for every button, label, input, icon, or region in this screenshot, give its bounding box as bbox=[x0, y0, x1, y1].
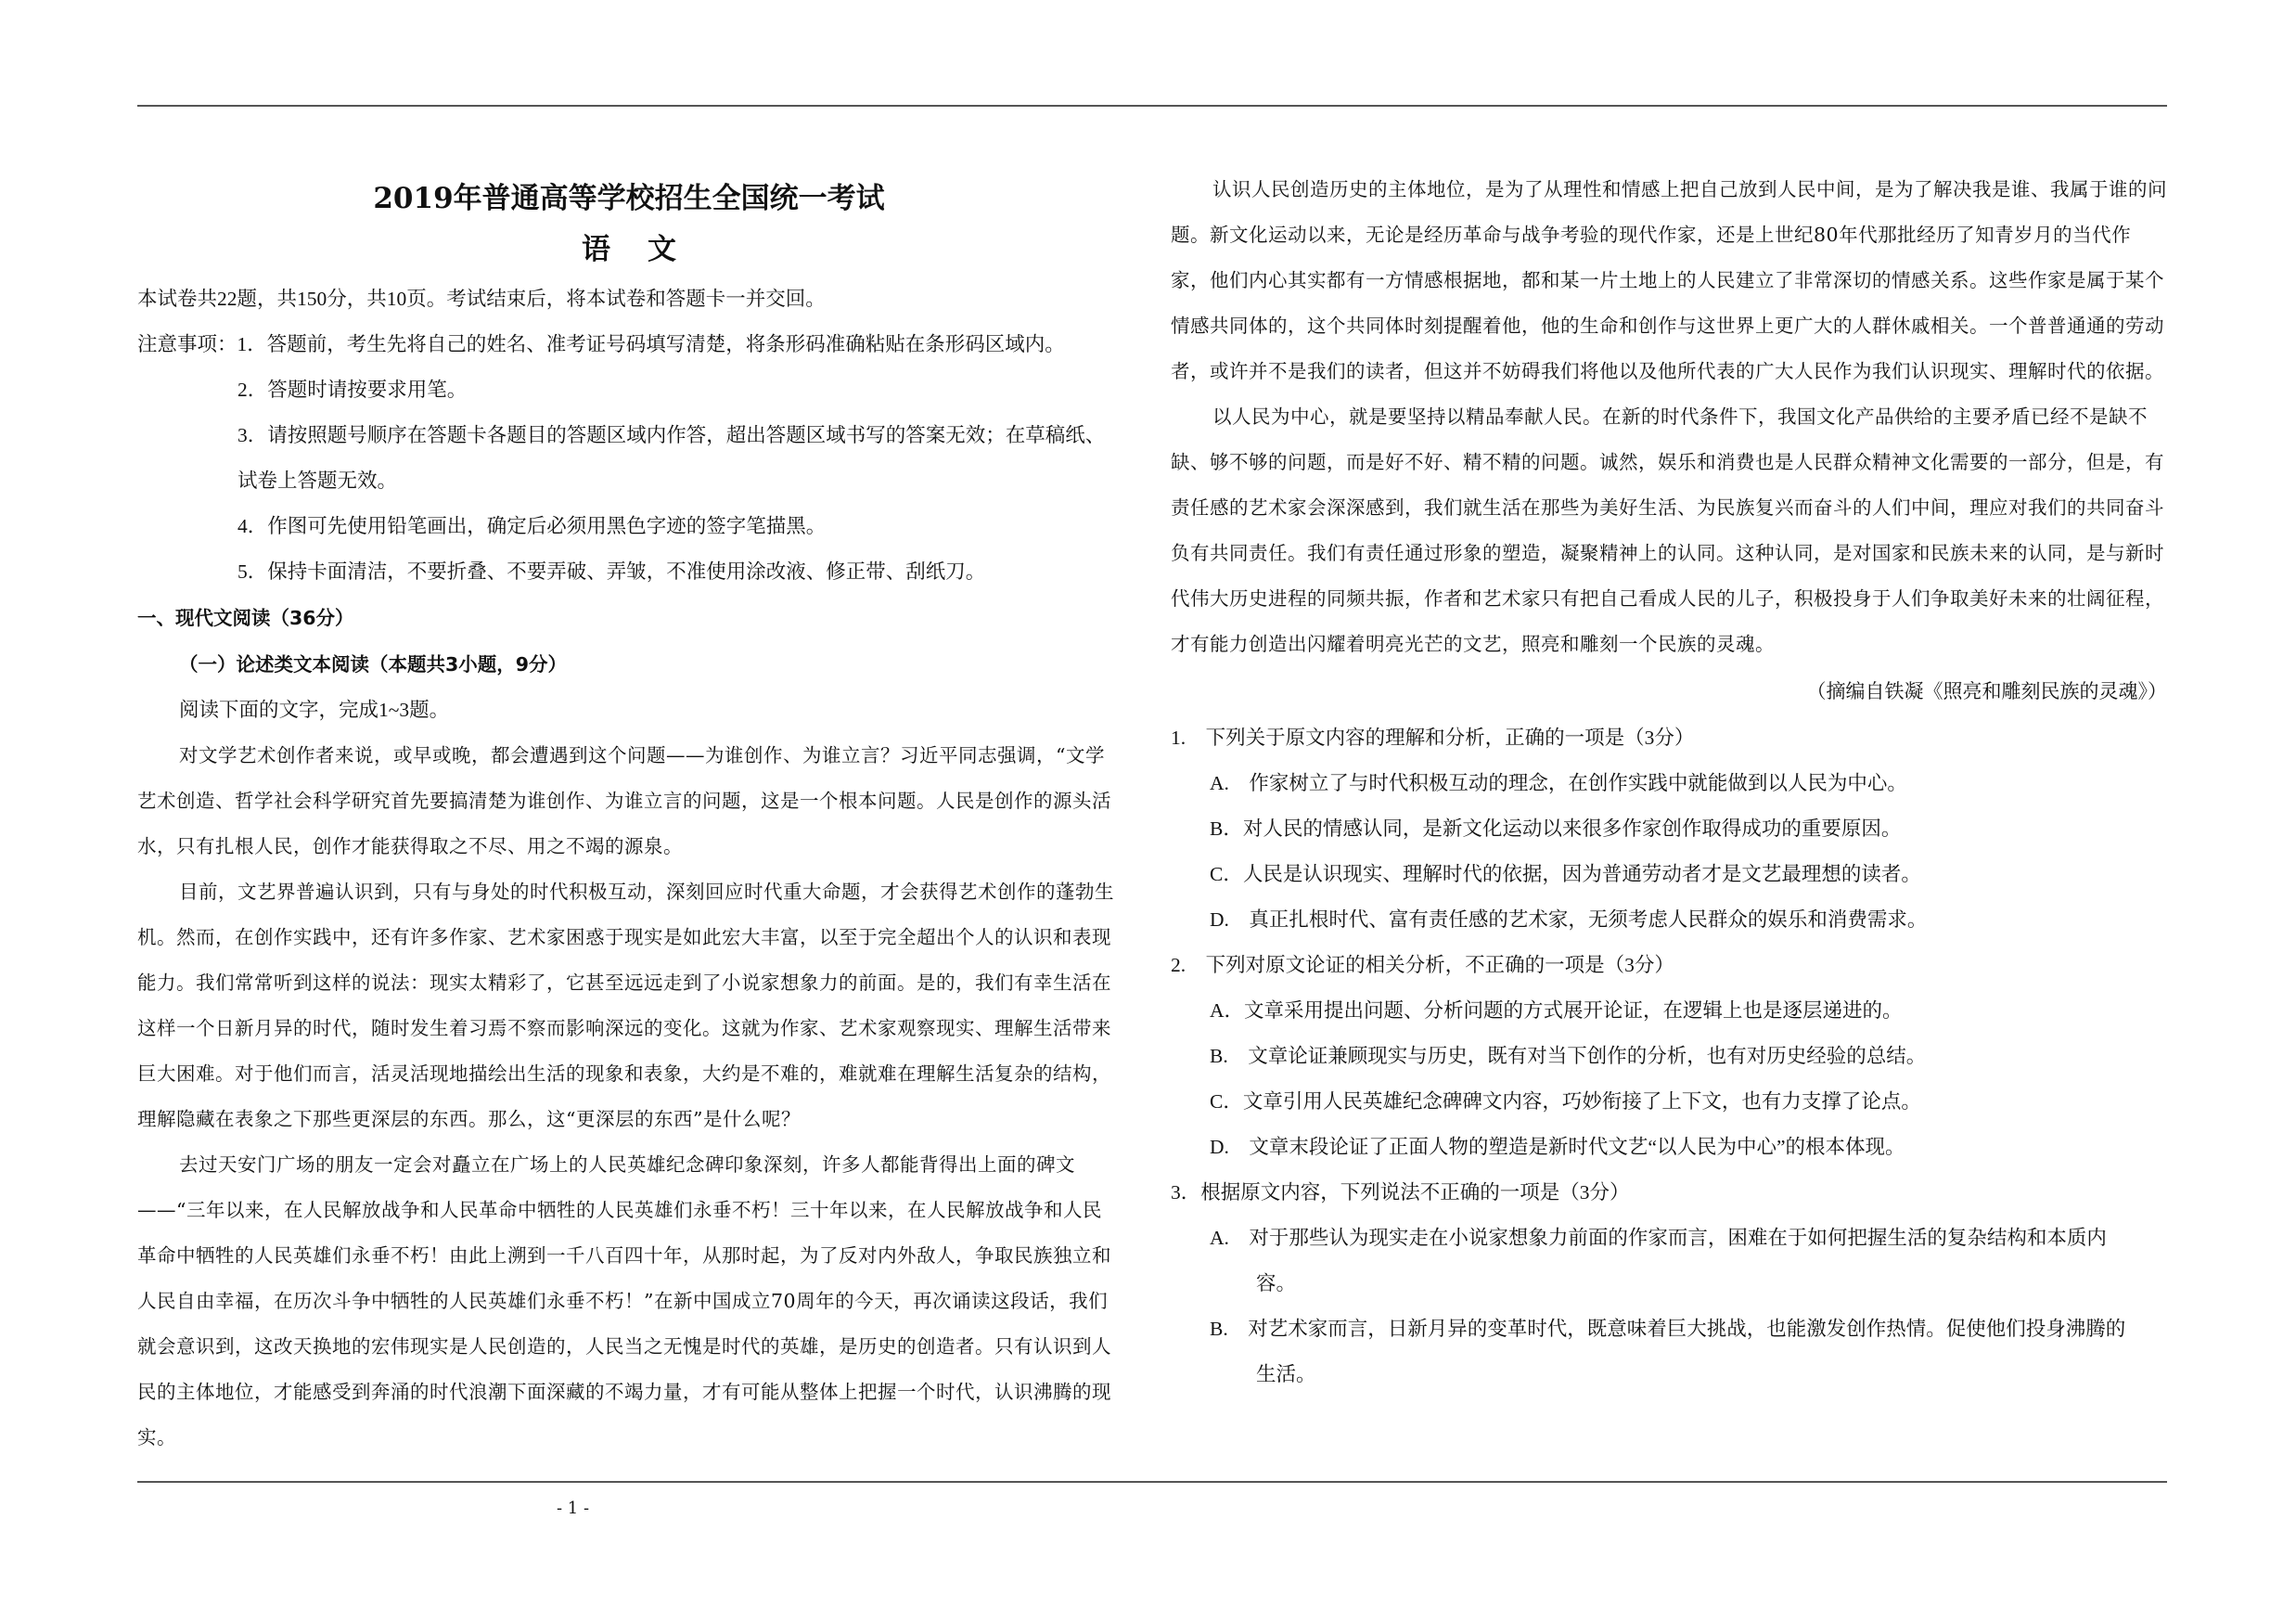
subsection-heading: （一）论述类文本阅读（本题共3小题，9分） bbox=[179, 653, 568, 676]
question-1-option-c: C．人民是认识现实、理解时代的依据，因为普通劳动者才是文艺最理想的读者。 bbox=[1210, 863, 1921, 885]
left-column bbox=[137, 158, 1121, 1461]
question-1: 1. 下列关于原文内容的理解和分析，正确的一项是（3分） bbox=[1171, 727, 1695, 749]
right-column bbox=[1171, 167, 2167, 1397]
intro-text: 本试卷共22题，共150分，共10页。考试结束后，将本试卷和答题卡一并交回。 bbox=[137, 288, 826, 310]
section-heading: 一、现代文阅读（36分） bbox=[137, 607, 354, 629]
note-2: 2．答题时请按要求用笔。 bbox=[237, 379, 468, 401]
note-3: 3．请按照题号顺序在答题卡各题目的答题区域内作答，超出答题区域书写的答案无效；在草稿纸、 bbox=[237, 424, 1106, 446]
top-rule bbox=[137, 105, 2167, 107]
question-2-option-d: D. 文章末段论证了正面人物的塑造是新时代文艺“以人民为中心”的根本体现。 bbox=[1210, 1136, 1905, 1158]
question-2-option-b: B. 文章论证兼顾现实与历史，既有对当下创作的分析，也有对历史经验的总结。 bbox=[1210, 1045, 1927, 1067]
question-3-option-a: A. 对于那些认为现实走在小说家想象力前面的作家而言，困难在于如何把握生活的复杂结构和本质内 bbox=[1210, 1227, 2107, 1249]
article-paragraph-3: 去过天安门广场的朋友一定会对矗立在广场上的人民英雄纪念碑印象深刻，许多人都能背得出上面的碑文——“三年以来，在人民解放战争和人民革命中牺牲的人民英雄们永垂不朽！三十年以来，在人民解放战争和人民革命中牺牲的人民英雄们永垂不朽！由此上溯到一千八百四十年，从那时起，为了反对内外敌人，争取民族独立和人民自由幸福，在历次斗争中牺牲的人民英雄们永垂不朽！”在新中国成立70周年的今天，再次诵读这段话，我们就会意识到，这改天换地的宏伟现实是人民创造的，人民当之无愧是时代的英雄，是历史的创造者。只有认识到人民的主体地位，才能感受到奔涌的时代浪潮下面深藏的不竭力量，才有可能从整体上把握一个时代，认识沸腾的现实。 bbox=[137, 1153, 1111, 1448]
article-paragraph-5: 以人民为中心，就是要坚持以精品奉献人民。在新的时代条件下，我国文化产品供给的主要矛盾已经不是缺不缺、够不够的问题，而是好不好、精不精的问题。诚然，娱乐和消费也是人民群众精神文化需要的一部分，但是，有责任感的艺术家会深深感到，我们就生活在那些为美好生活、为民族复兴而奋斗的人们中间，理应对我们的共同奋斗负有共同责任。我们有责任通过形象的塑造，凝聚精神上的认同。这种认同，是对国家和民族未来的认同，是与新时代伟大历史进程的同频共振，作者和艺术家只有把自己看成人民的儿子，积极投身于人们争取美好未来的壮阔征程，才有能力创造出闪耀着明亮光芒的文艺，照亮和雕刻一个民族的灵魂。 bbox=[1171, 406, 2164, 655]
question-2-option-c: C．文章引用人民英雄纪念碑碑文内容，巧妙衔接了上下文，也有力支撑了论点。 bbox=[1210, 1090, 1921, 1113]
note-5: 5．保持卡面清洁，不要折叠、不要弄破、弄皱，不准使用涂改液、修正带、刮纸刀。 bbox=[237, 560, 986, 583]
question-1-option-a: A. 作家树立了与时代积极互动的理念，在创作实践中就能做到以人民为中心。 bbox=[1210, 772, 1907, 794]
note-3-cont: 试卷上答题无效。 bbox=[237, 470, 398, 492]
question-2-option-a: A．文章采用提出问题、分析问题的方式展开论证，在逻辑上也是逐层递进的。 bbox=[1210, 999, 1903, 1022]
question-1-option-b: B．对人民的情感认同，是新文化运动以来很多作家创作取得成功的重要原因。 bbox=[1210, 817, 1902, 840]
question-3-option-a-cont: 容。 bbox=[1256, 1272, 1297, 1294]
question-2: 2. 下列对原文论证的相关分析，不正确的一项是（3分） bbox=[1171, 954, 1674, 976]
exam-title: 2019年普通高等学校招生全国统一考试 bbox=[373, 182, 885, 215]
bottom-rule bbox=[137, 1481, 2167, 1483]
question-3-option-b: B. 对艺术家而言，日新月异的变革时代，既意味着巨大挑战，也能激发创作热情。促使他们投身沸腾的 bbox=[1210, 1318, 2126, 1340]
article-paragraph-1: 对文学艺术创作者来说，或早或晚，都会遭遇到这个问题——为谁创作、为谁立言？习近平同志强调，“文学艺术创造、哲学社会科学研究首先要搞清楚为谁创作、为谁立言的问题，这是一个根本问题。人民是创作的源头活水，只有扎根人民，创作才能获得取之不尽、用之不竭的源泉。 bbox=[137, 744, 1111, 857]
note-1: 注意事项：1．答题前，考生先将自己的姓名、准考证号码填写清楚，将条形码准确粘贴在条形码区域内。 bbox=[137, 333, 1065, 355]
exam-subject: 语文 bbox=[582, 233, 713, 266]
note-4: 4．作图可先使用铅笔画出，确定后必须用黑色字迹的签字笔描黑。 bbox=[237, 515, 827, 537]
question-3: 3．根据原文内容，下列说法不正确的一项是（3分） bbox=[1171, 1181, 1630, 1204]
article-source: （摘编自铁凝《照亮和雕刻民族的灵魂》） bbox=[1806, 680, 2167, 702]
article-paragraph-4: 认识人民创造历史的主体地位，是为了从理性和情感上把自己放到人民中间，是为了解决我是谁、我属于谁的问题。新文化运动以来，无论是经历革命与战争考验的现代作家，还是上世纪80年代那批经历了知青岁月的当代作家，他们内心其实都有一方情感根据地，都和某一片土地上的人民建立了非常深切的情感关系。这些作家是属于某个情感共同体的，这个共同体时刻提醒着他，他的生命和创作与这世界上更广大的人群休戚相关。一个普普通通的劳动者，或许并不是我们的读者，但这并不妨碍我们将他以及他所代表的广大人民作为我们认识现实、理解时代的依据。 bbox=[1171, 178, 2167, 382]
article-paragraph-2: 目前，文艺界普遍认识到，只有与身处的时代积极互动，深刻回应时代重大命题，才会获得艺术创作的蓬勃生机。然而，在创作实践中，还有许多作家、艺术家困惑于现实是如此宏大丰富，以至于完全超出个人的认识和表现能力。我们常常听到这样的说法：现实太精彩了，它甚至远远走到了小说家想象力的前面。是的，我们有幸生活在这样一个日新月异的时代，随时发生着习焉不察而影响深远的变化。这就为作家、艺术家观察现实、理解生活带来巨大困难。对于他们而言，活灵活现地描绘出生活的现象和表象，大约是不难的，难就难在理解生活复杂的结构，理解隐藏在表象之下那些更深层的东西。那么，这“更深层的东西”是什么呢？ bbox=[137, 881, 1114, 1130]
reading-instruction: 阅读下面的文字，完成1~3题。 bbox=[179, 699, 450, 721]
page-number: - 1 - bbox=[557, 1499, 590, 1518]
question-3-option-b-cont: 生活。 bbox=[1256, 1363, 1316, 1385]
question-1-option-d: D. 真正扎根时代、富有责任感的艺术家，无须考虑人民群众的娱乐和消费需求。 bbox=[1210, 908, 1928, 931]
